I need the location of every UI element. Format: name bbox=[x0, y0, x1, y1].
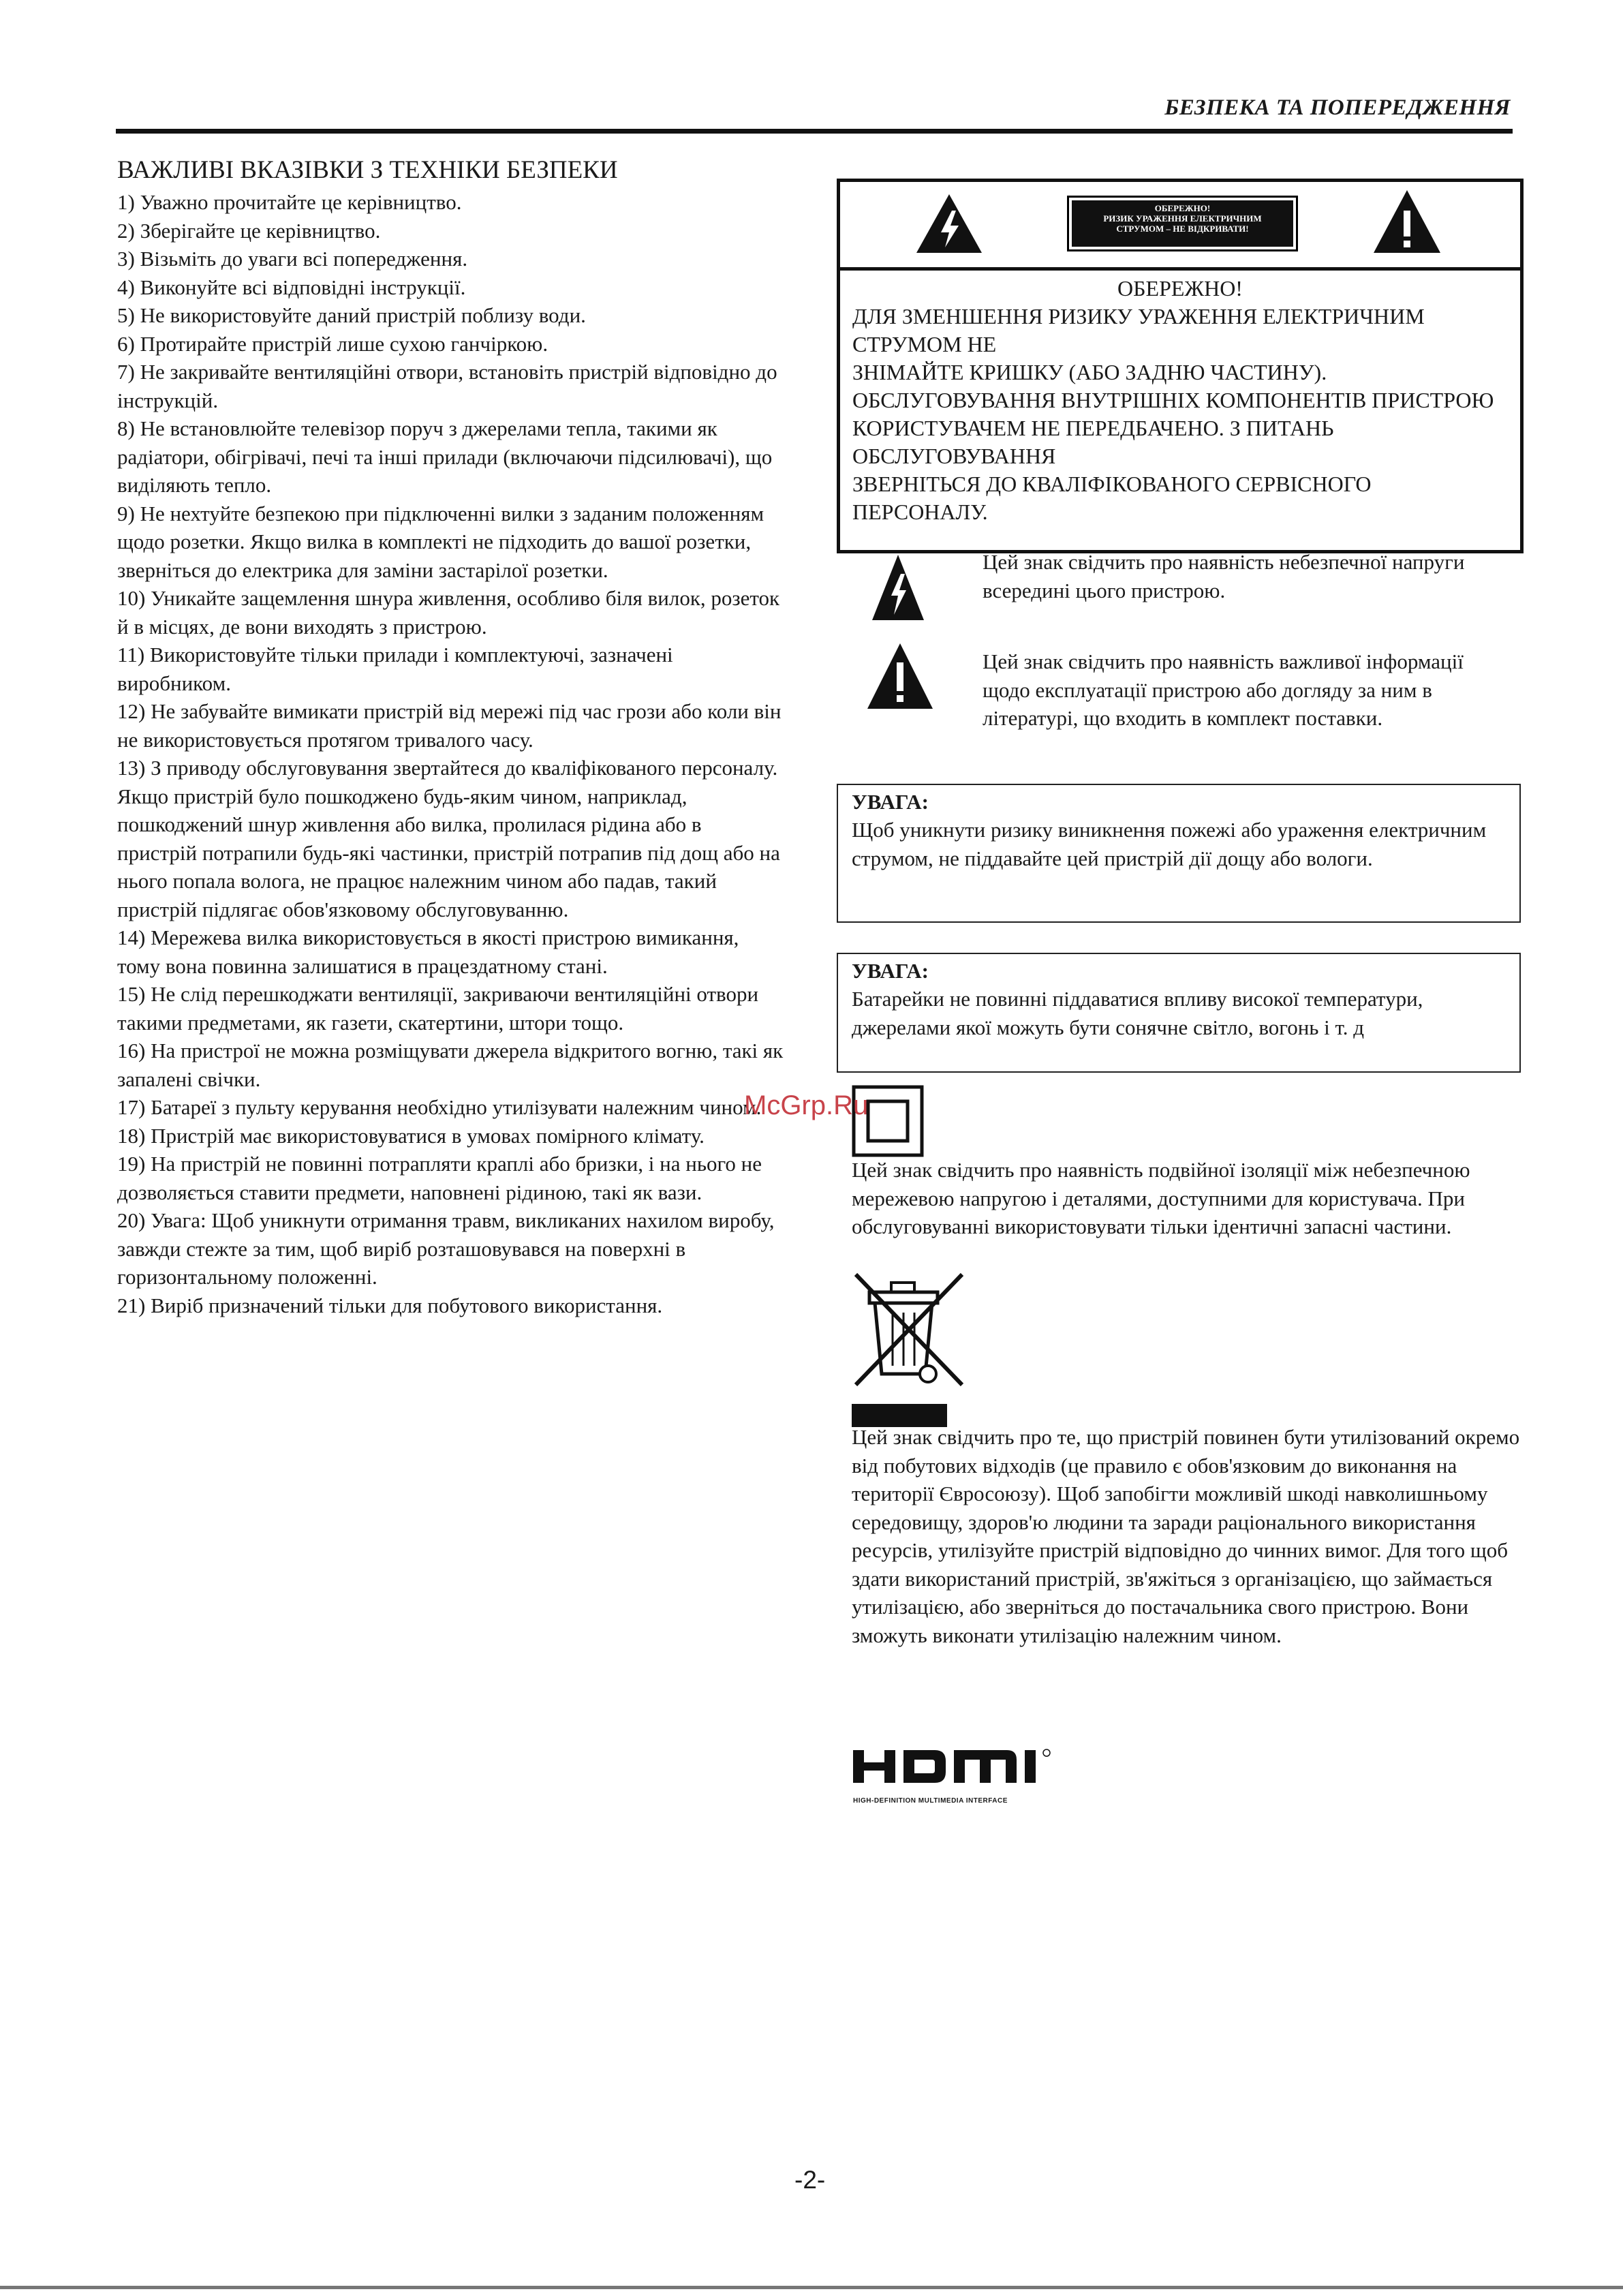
caution-line: ЗНІМАЙТЕ КРИШКУ (АБО ЗАДНЮ ЧАСТИНУ). bbox=[852, 360, 1327, 384]
caution-heading: ОБЕРЕЖНО! bbox=[1117, 276, 1243, 301]
caution-line: ДЛЯ ЗМЕНШЕННЯ РИЗИКУ УРАЖЕННЯ ЕЛЕКТРИЧНИМ СТРУМОМ НЕ bbox=[852, 304, 1425, 356]
list-item: 21) Виріб призначений тільки для побутового використання. bbox=[117, 1293, 663, 1317]
rain-warning-box bbox=[837, 784, 1521, 923]
exclamation-warning-icon bbox=[1372, 189, 1442, 254]
list-item: 1) Уважно прочитайте це керівництво. bbox=[117, 190, 462, 214]
list-item: 7) Не закривайте вентиляційні отвори, встановіть пристрій відповідно до інструкцій. bbox=[117, 360, 777, 412]
safety-instructions-title: ВАЖЛИВІ ВКАЗІВКИ З ТЕХНІКИ БЕЗПЕКИ bbox=[117, 156, 618, 184]
caution-line: ЗВЕРНІТЬСЯ ДО КВАЛІФІКОВАНОГО СЕРВІСНОГО ПЕРСОНАЛУ. bbox=[852, 472, 1372, 524]
double-insulation-description: Цей знак свідчить про наявність подвійної ізоляції між небезпечною мережевою напругою і деталями, доступними для користувача. При обслуговуванні використовувати тільки ідентичні запасні частини. bbox=[852, 1158, 1470, 1238]
electric-shock-warning-icon bbox=[915, 193, 983, 254]
list-item: 10) Уникайте защемлення шнура живлення, особливо біля вилок, розеток й в місцях, де вони виходять з пристрою. bbox=[117, 586, 780, 639]
caution-label-line2: РИЗИК УРАЖЕННЯ ЕЛЕКТРИЧНИМ bbox=[1103, 213, 1262, 224]
list-item: 19) На пристрій не повинні потрапляти краплі або бризки, і на нього не дозволяється ставити предмети, наповнені рідиною, такі як вази. bbox=[117, 1152, 762, 1204]
list-item: 3) Візьміть до уваги всі попередження. bbox=[117, 247, 468, 271]
list-item: 4) Виконуйте всі відповідні інструкції. bbox=[117, 275, 466, 299]
page-header-title: БЕЗПЕКА ТА ПОПЕРЕДЖЕННЯ bbox=[1164, 95, 1511, 120]
caution-line: ОБСЛУГОВУВАННЯ ВНУТРІШНІХ КОМПОНЕНТІВ ПРИСТРОЮ КОРИСТУВАЧЕМ НЕ ПЕРЕДБАЧЕНО. З ПИТАНЬ ОБСЛУГОВУВАННЯ bbox=[852, 388, 1494, 468]
caution-box bbox=[837, 179, 1524, 553]
list-item: 11) Використовуйте тільки прилади і комплектуючі, зазначені виробником. bbox=[117, 643, 673, 695]
list-item: 20) Увага: Щоб уникнути отримання травм, викликаних нахилом виробу, завжди стежте за тим, щоб виріб розташовувався на поверхні в горизонтальному положенні. bbox=[117, 1208, 775, 1289]
list-item: 8) Не встановлюйте телевізор поруч з джерелами тепла, такими як радіатори, обігрівачі, печі та інші прилади (включаючи підсилювачі), що виділяють тепло. bbox=[117, 416, 773, 497]
bottom-edge-line bbox=[0, 2286, 1623, 2289]
list-item: 2) Зберігайте це керівництво. bbox=[117, 218, 381, 243]
hdmi-logo bbox=[853, 1747, 1078, 1788]
list-item: 14) Мережева вилка використовується в якості пристрою вимикання, тому вона повинна залишатися в працездатному стані. bbox=[117, 925, 739, 978]
warning-heading: УВАГА: bbox=[852, 959, 929, 983]
list-item: 9) Не нехтуйте безпекою при підключенні вилки з заданим положенням щодо розетки. Якщо вилка в комплекті не підходить до вашої розетки, зверніться до електрика для заміни застарілої розетки. bbox=[117, 501, 764, 582]
list-item: 15) Не слід перешкоджати вентиляції, закриваючи вентиляційні отвори такими предметами, як газети, скатертини, штори тощо. bbox=[117, 982, 759, 1035]
weee-description: Цей знак свідчить про те, що пристрій повинен бути утилізований окремо від побутових відходів (це правило є обов'язковим до виконання на території Євросоюзу). Щоб запобігти можливій шкоді навколишньому середовищу, здоров'ю людини та заради раціонального використання ресурсів, утилізуйте пристрій відповідно до чинних вимог. Для того щоб здати використаний пристрій, зв'яжіться з організацією, що займається утилізацією, або зверніться до постачальника свого пристрою. Вони зможуть виконати утилізацію належним чином. bbox=[852, 1425, 1520, 1647]
hdmi-tagline: HIGH-DEFINITION MULTIMEDIA INTERFACE bbox=[853, 1797, 1008, 1805]
list-item: 18) Пристрій має використовуватися в умовах помірного клімату. bbox=[117, 1123, 705, 1148]
weee-crossed-bin-icon bbox=[852, 1272, 968, 1428]
page-number: -2- bbox=[794, 2166, 826, 2194]
voltage-symbol-description: Цей знак свідчить про наявність небезпечної напруги всередині цього пристрою. bbox=[983, 550, 1465, 602]
warning-text: Батарейки не повинні піддаватися впливу високої температури, джерелами якої можуть бути сонячне світло, вогонь і т. д bbox=[852, 987, 1423, 1039]
safety-instructions-column bbox=[117, 154, 785, 1319]
exclamation-icon bbox=[866, 642, 934, 710]
list-item: 5) Не використовуйте даний пристрій поблизу води. bbox=[117, 303, 586, 327]
caution-text bbox=[840, 271, 1520, 526]
warnings-column bbox=[837, 179, 1524, 1647]
info-symbol-description: Цей знак свідчить про наявність важливої інформації щодо експлуатації пристрою або догляду за ним в літературі, що входить в комплект поставки. bbox=[983, 649, 1464, 730]
list-item: 16) На пристрої не можна розміщувати джерела відкритого вогню, такі як запалені свічки. bbox=[117, 1039, 784, 1091]
header-divider bbox=[116, 129, 1513, 134]
list-item: 6) Протирайте пристрій лише сухою ганчіркою. bbox=[117, 331, 548, 356]
caution-symbols-strip bbox=[840, 182, 1520, 271]
list-item: 13) З приводу обслуговування звертайтеся до кваліфікованого персоналу. Якщо пристрій було пошкоджено будь-яким чином, наприклад, пошкоджений шнур живлення або вилка, пролилася рідина або в пристрій потрапили будь-які частинки, пристрій потрапив під дощ або на нього попала волога, не працює належним чином або падав, такий пристрій підлягає обов'язковому обслуговуванню. bbox=[117, 756, 780, 921]
electric-shock-icon bbox=[871, 553, 925, 622]
watermark: McGrp.Ru bbox=[744, 1090, 869, 1120]
caution-label-line3: СТРУМОМ – НЕ ВІДКРИВАТИ! bbox=[1116, 224, 1249, 234]
warning-heading: УВАГА: bbox=[852, 790, 929, 814]
battery-warning-box bbox=[837, 953, 1521, 1073]
caution-label-line1: ОБЕРЕЖНО! bbox=[1154, 203, 1211, 213]
safety-rules-list bbox=[117, 188, 785, 1319]
caution-label bbox=[1067, 196, 1298, 251]
list-item: 12) Не забувайте вимикати пристрій від мережі під час грози або коли він не використовується протягом тривалого часу. bbox=[117, 699, 782, 752]
warning-text: Щоб уникнути ризику виникнення пожежі або ураження електричним струмом, не піддавайте цей пристрій дії дощу або вологи. bbox=[852, 818, 1487, 870]
list-item: 17) Батареї з пульту керування необхідно утилізувати належним чином. bbox=[117, 1095, 762, 1119]
